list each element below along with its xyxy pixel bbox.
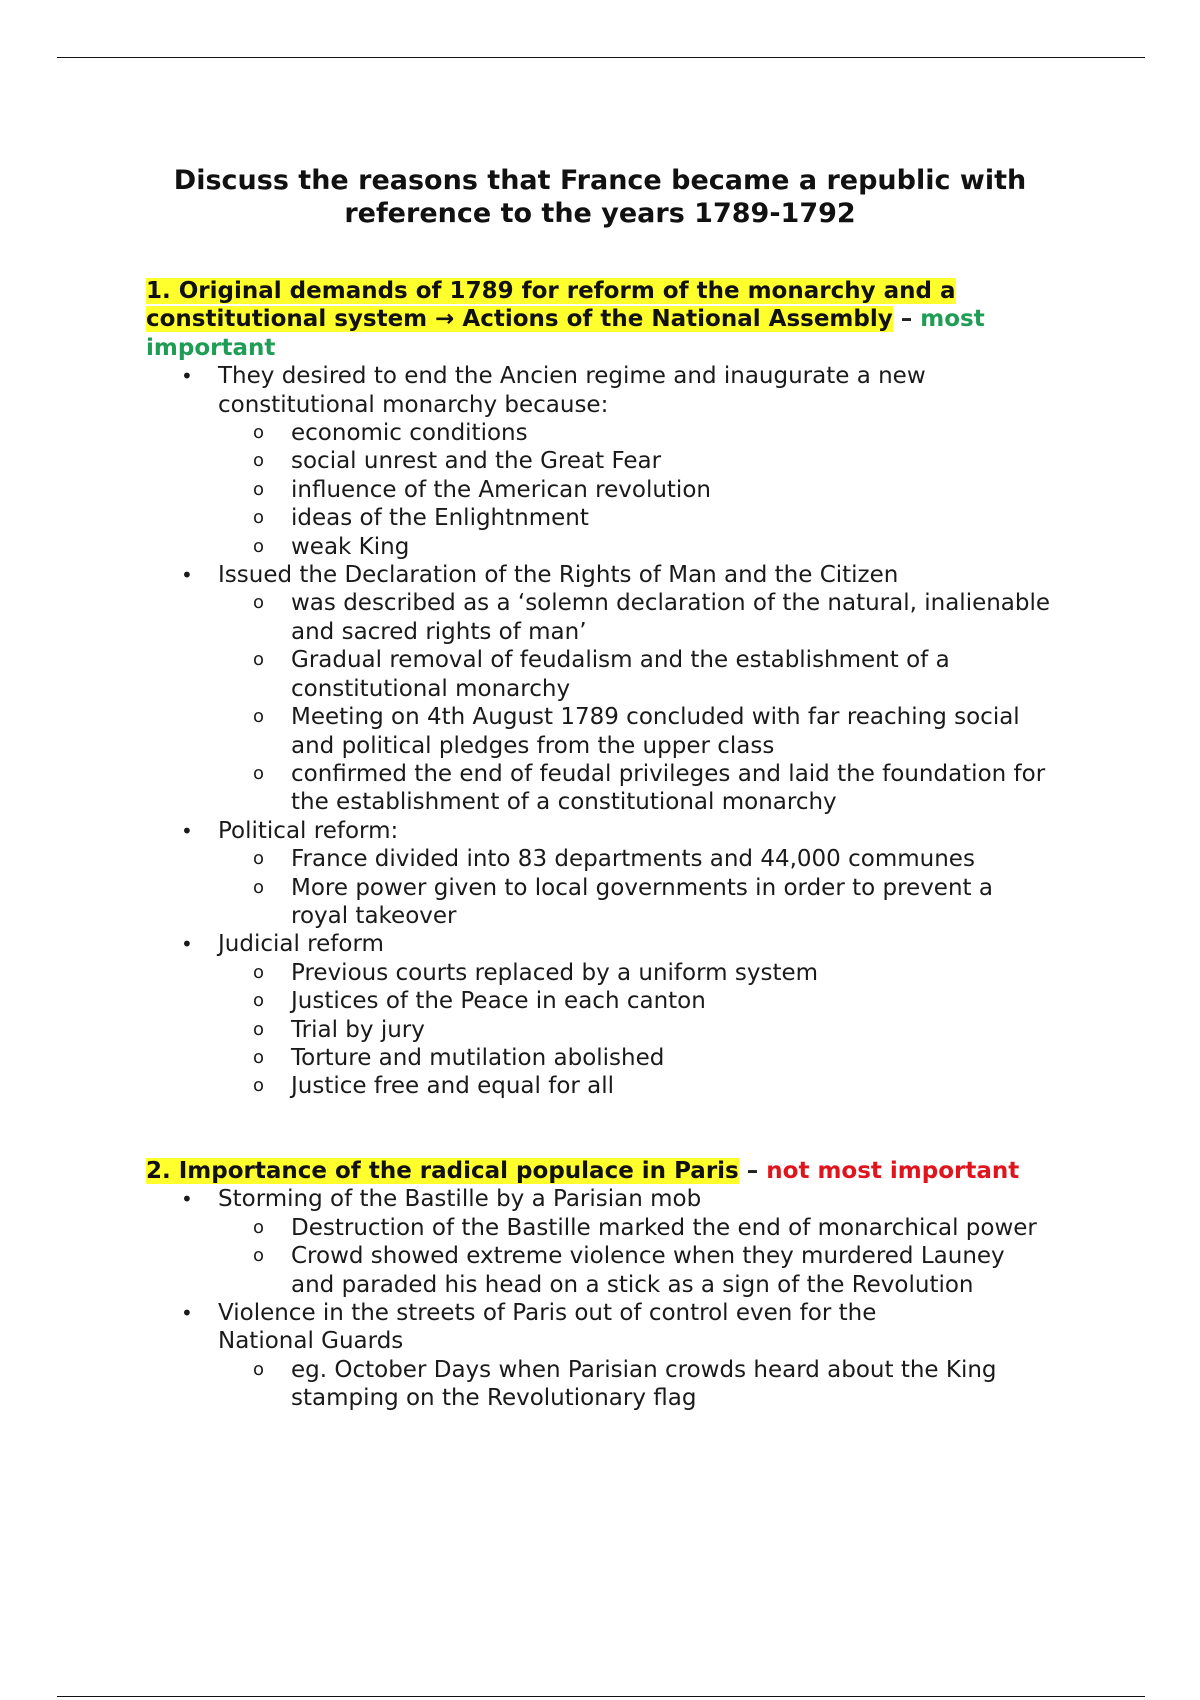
subpoint-text: Meeting on 4th August 1789 concluded with far reaching social and political pledges from the upper class — [291, 704, 1020, 759]
list-item — [253, 1016, 1066, 1044]
list-item — [181, 1185, 1066, 1299]
section-2 — [146, 1157, 1066, 1413]
subpoint-text: influence of the American revolution — [291, 476, 711, 503]
circle-bullet-icon: o — [253, 1245, 265, 1267]
bullet-icon: • — [181, 364, 193, 389]
circle-bullet-icon: o — [253, 478, 265, 500]
circle-bullet-icon: o — [253, 649, 265, 671]
circle-bullet-icon: o — [253, 876, 265, 898]
circle-bullet-icon: o — [253, 1075, 265, 1097]
header-rule — [57, 57, 1145, 58]
circle-bullet-icon: o — [253, 762, 265, 784]
subpoint-text: was described as a ‘solemn declaration of the natural, inalienable and sacred rights of man’ — [291, 590, 1051, 645]
subpoint-text: More power given to local governments in order to prevent a royal takeover — [291, 874, 993, 929]
subpoint-text: Justice free and equal for all — [291, 1073, 615, 1100]
subpoint-text: confirmed the end of feudal privileges and laid the foundation for the establishment of a constitutional monarchy — [291, 760, 1046, 816]
list-item — [181, 1299, 1066, 1413]
circle-bullet-icon: o — [253, 535, 265, 557]
section-heading-highlight: 2. Importance of the radical populace in Paris — [146, 1158, 739, 1184]
bullet-icon: • — [181, 1187, 193, 1212]
subpoint-text: Justices of the Peace in each canton — [291, 988, 706, 1015]
bullet-icon: • — [181, 932, 193, 957]
subpoint-text: Destruction of the Bastille marked the end of monarchical power — [291, 1214, 1037, 1241]
subpoint-text: Previous courts replaced by a uniform system — [291, 959, 819, 986]
section-heading — [146, 277, 1046, 362]
subpoint-list — [218, 959, 1066, 1101]
subpoint-text: Torture and mutilation abolished — [291, 1044, 665, 1071]
list-item — [253, 760, 1066, 817]
subpoint-text: France divided into 83 departments and 44,000 communes — [291, 846, 975, 873]
section-heading — [146, 1157, 1046, 1185]
subpoint-list — [218, 1214, 1066, 1299]
list-item — [253, 533, 1066, 561]
subpoint-list — [218, 589, 1066, 816]
bullet-icon: • — [181, 563, 193, 588]
bullet-icon: • — [181, 818, 193, 843]
point-text: Storming of the Bastille by a Parisian mob — [218, 1186, 702, 1213]
subpoint-text: economic conditions — [291, 420, 528, 447]
circle-bullet-icon: o — [253, 706, 265, 728]
list-item — [253, 476, 1066, 504]
subpoint-list — [218, 419, 1066, 561]
point-text: Judicial reform — [218, 931, 384, 958]
point-text: Issued the Declaration of the Rights of Man and the Citizen — [218, 562, 899, 589]
circle-bullet-icon: o — [253, 592, 265, 614]
subpoint-text: ideas of the Enlightnment — [291, 505, 589, 532]
list-item — [253, 504, 1066, 532]
list-item — [253, 959, 1066, 987]
list-item — [181, 930, 1066, 1100]
list-item — [253, 1242, 1066, 1299]
list-item — [253, 646, 1066, 703]
point-text: Violence in the streets of Paris out of control even for the National Guards — [218, 1300, 877, 1355]
point-text: Political reform: — [218, 817, 399, 844]
point-list — [146, 362, 1066, 1101]
list-item — [181, 561, 1066, 817]
list-item — [253, 874, 1066, 931]
list-item — [253, 589, 1066, 646]
list-item — [253, 1214, 1066, 1242]
list-item — [253, 987, 1066, 1015]
section-heading-highlight: 1. Original demands of 1789 for reform of the monarchy and a constitutional system → Actions of the National Assembly — [146, 278, 956, 333]
circle-bullet-icon: o — [253, 990, 265, 1012]
list-item — [253, 1072, 1066, 1100]
subpoint-text: Gradual removal of feudalism and the establishment of a constitutional monarchy — [291, 647, 950, 702]
importance-label: not most important — [766, 1158, 1020, 1184]
list-item — [253, 447, 1066, 475]
heading-dash: – — [738, 1158, 767, 1184]
subpoint-text: social unrest and the Great Fear — [291, 448, 662, 475]
circle-bullet-icon: o — [253, 422, 265, 444]
list-item — [253, 419, 1066, 447]
document-title: Discuss the reasons that France became a republic with reference to the years 1789-1792 — [173, 165, 1027, 230]
circle-bullet-icon: o — [253, 1216, 265, 1238]
subpoint-text: eg. October Days when Parisian crowds heard about the King stamping on the Revolutionary flag — [291, 1356, 997, 1412]
section-1 — [146, 277, 1066, 1101]
circle-bullet-icon: o — [253, 1358, 265, 1380]
importance-label: most important — [146, 306, 985, 361]
list-item — [253, 1044, 1066, 1072]
footer-rule — [57, 1696, 1145, 1697]
point-list — [146, 1185, 1066, 1412]
circle-bullet-icon: o — [253, 961, 265, 983]
point-text: They desired to end the Ancien regime and inaugurate a new constitutional monarchy because: — [218, 363, 926, 418]
subpoint-list — [218, 845, 1066, 930]
list-item — [253, 845, 1066, 873]
list-item — [181, 362, 1066, 561]
circle-bullet-icon: o — [253, 450, 265, 472]
heading-dash: – — [892, 306, 921, 333]
circle-bullet-icon: o — [253, 848, 265, 870]
circle-bullet-icon: o — [253, 1046, 265, 1068]
list-item — [253, 703, 1066, 760]
circle-bullet-icon: o — [253, 507, 265, 529]
subpoint-list — [218, 1356, 1066, 1413]
subpoint-text: Crowd showed extreme violence when they murdered Launey and paraded his head on a stick as a sign of the Revolution — [291, 1243, 1005, 1298]
list-item — [181, 817, 1066, 931]
bullet-icon: • — [181, 1301, 193, 1326]
list-item — [253, 1356, 1066, 1413]
subpoint-text: Trial by jury — [291, 1016, 425, 1043]
circle-bullet-icon: o — [253, 1018, 265, 1040]
subpoint-text: weak King — [291, 533, 410, 560]
